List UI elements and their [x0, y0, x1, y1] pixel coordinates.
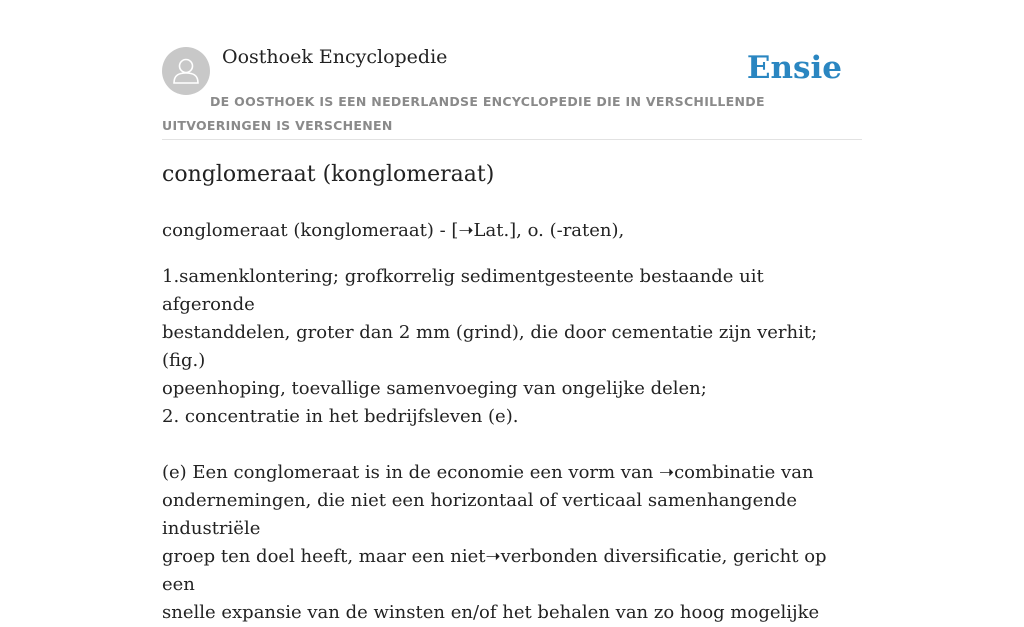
body-line: groep ten doel heeft, maar een niet➝verbonden diversificatie, gericht op een	[162, 546, 827, 595]
body-line: snelle expansie van de winsten en/of het behalen van zo hoog mogelijke	[162, 602, 820, 623]
site-tagline: DE OOSTHOEK IS EEN NEDERLANDSE ENCYCLOPEDIE DIE IN VERSCHILLENDE UITVOERINGEN IS VERSCHENEN	[162, 94, 765, 133]
body-line: ondernemingen, die niet een horizontaal of verticaal samenhangende industriële	[162, 490, 797, 539]
paragraph-gap	[162, 431, 862, 459]
body-line: (e) Een conglomeraat is in de economie een vorm van ➝combinatie van	[162, 462, 814, 483]
brand-logo[interactable]: Ensie	[746, 50, 842, 86]
page-title: conglomeraat (konglomeraat)	[162, 162, 495, 187]
article-body	[162, 263, 862, 627]
body-line: 2. concentratie in het bedrijfsleven (e).	[162, 406, 519, 427]
body-line: bestanddelen, groter dan 2 mm (grind), die door cementatie zijn verhit; (fig.)	[162, 322, 818, 371]
body-line: opeenhoping, toevallige samenvoeging van ongelijke delen;	[162, 378, 707, 399]
body-line: 1.samenklontering; grofkorrelig sedimentgesteente bestaande uit afgeronde	[162, 266, 764, 315]
article-intro: conglomeraat (konglomeraat) - [➝Lat.], o. (-raten),	[162, 220, 625, 241]
site-name[interactable]: Oosthoek Encyclopedie	[222, 46, 448, 68]
avatar[interactable]	[162, 47, 210, 95]
header-divider	[162, 139, 862, 140]
user-icon	[162, 47, 210, 95]
